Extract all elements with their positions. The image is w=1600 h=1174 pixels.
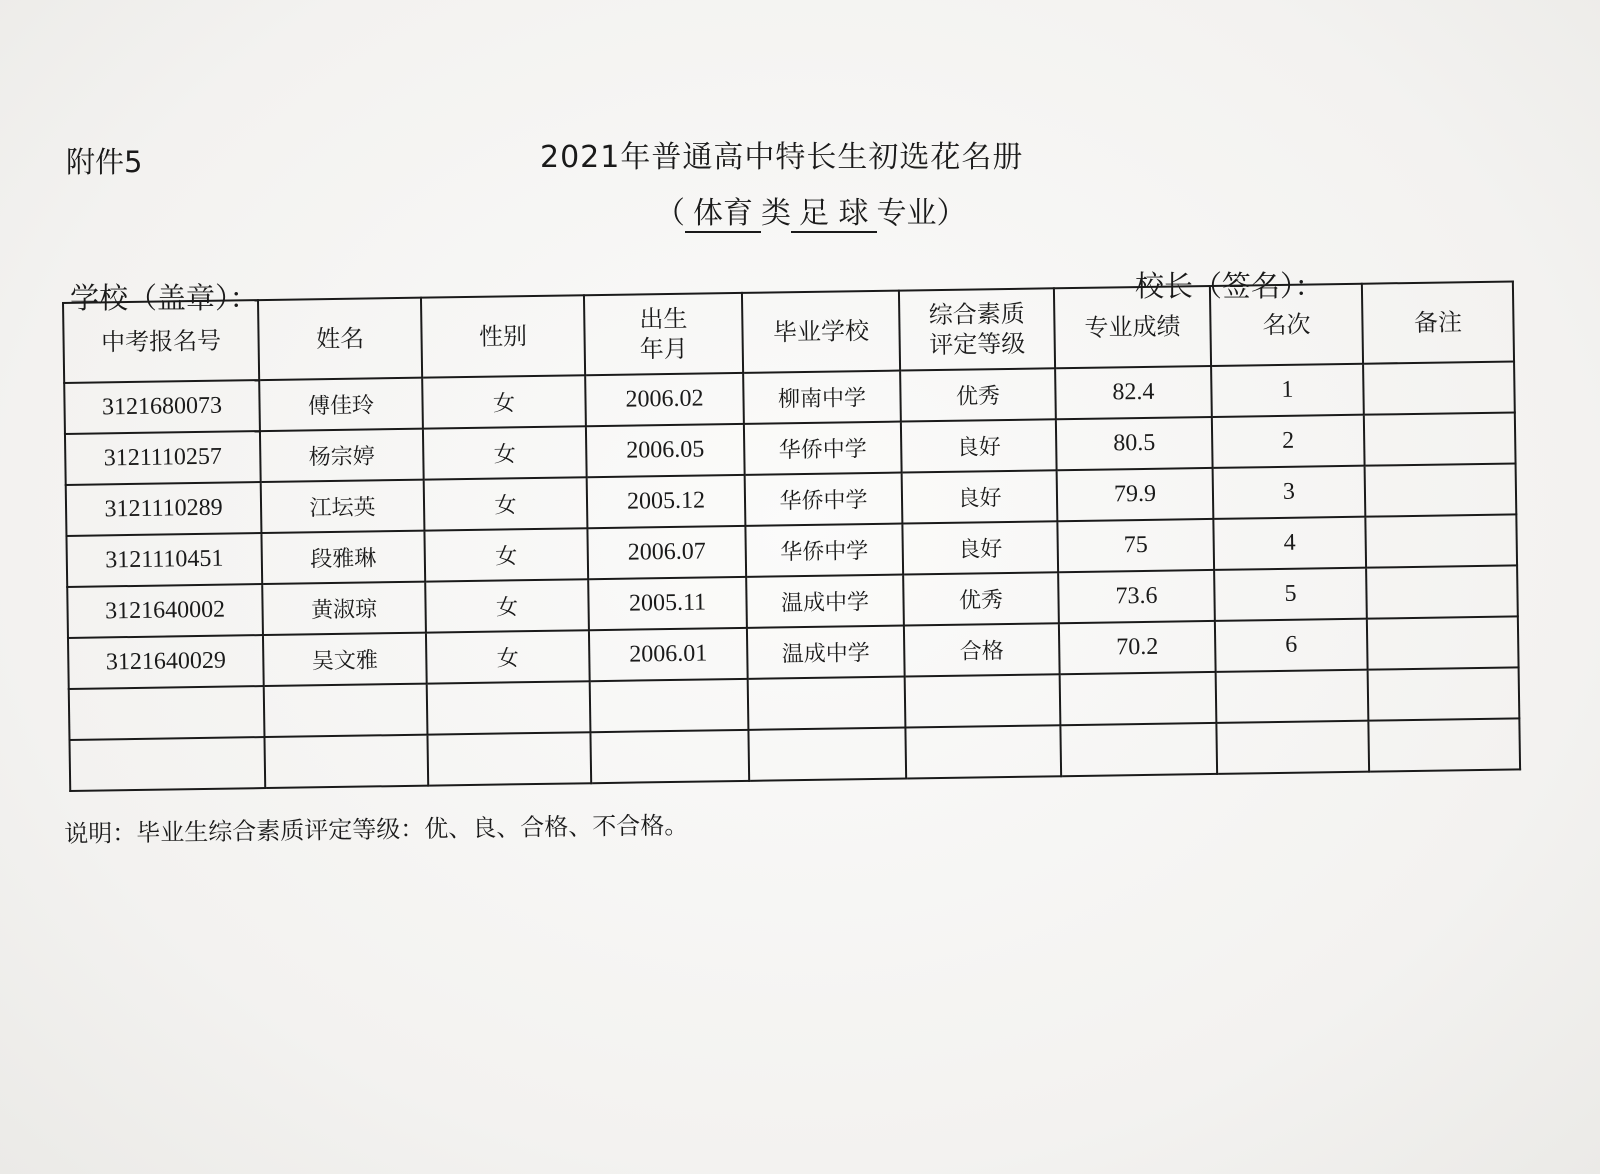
cell-score: 70.2: [1059, 621, 1216, 674]
header-cell-remark: 备注: [1362, 281, 1514, 363]
cell-school: 温成中学: [746, 575, 904, 628]
principal-signature-label: 校长（签名）：: [1135, 269, 1324, 303]
cell-name: 傅佳玲: [259, 378, 423, 431]
subtitle-major-suffix: 专业: [876, 196, 937, 231]
cell-school: [748, 677, 906, 730]
cell-school: 华侨中学: [744, 422, 902, 475]
cell-birth: 2006.02: [585, 373, 744, 426]
header-cell-rank: 名次: [1210, 284, 1363, 366]
cell-remark: [1366, 565, 1518, 618]
cell-name: 杨宗婷: [260, 429, 424, 482]
cell-exam-id: [69, 737, 265, 791]
cell-quality-grade: 合格: [904, 623, 1060, 676]
cell-quality-grade: 良好: [901, 419, 1057, 472]
cell-quality-grade: 优秀: [900, 368, 1056, 421]
cell-score: [1060, 723, 1217, 776]
cell-score: 75: [1057, 519, 1214, 572]
attachment-label: 附件5: [66, 145, 143, 179]
subtitle-major: 足 球: [791, 197, 877, 233]
header-cell-quality-grade: 综合素质 评定等级: [899, 288, 1055, 370]
cell-exam-id: 3121680073: [64, 380, 260, 434]
grading-note: 说明：毕业生综合素质评定等级：优、良、合格、不合格。: [64, 811, 689, 848]
cell-name: 段雅琳: [261, 531, 425, 584]
subtitle-open-paren: （: [655, 196, 685, 231]
cell-quality-grade: 优秀: [903, 572, 1059, 625]
cell-gender: 女: [423, 426, 587, 479]
cell-birth: 2005.12: [587, 475, 746, 528]
cell-rank: [1216, 670, 1369, 723]
cell-remark: [1365, 514, 1517, 567]
cell-score: 73.6: [1058, 570, 1215, 623]
cell-score: 82.4: [1055, 366, 1212, 419]
cell-rank: 4: [1213, 517, 1366, 570]
cell-remark: [1363, 361, 1515, 414]
cell-quality-grade: [905, 674, 1061, 727]
cell-remark: [1365, 463, 1517, 516]
cell-name: [264, 735, 428, 788]
header-cell-birth: 出生 年月: [584, 293, 743, 375]
subtitle-category-suffix: 类: [761, 196, 791, 231]
header-cell-score: 专业成绩: [1054, 286, 1211, 368]
cell-name: 吴文雅: [263, 633, 427, 686]
cell-remark: [1368, 667, 1520, 720]
cell-school: 柳南中学: [743, 371, 901, 424]
cell-name: 黄淑琼: [262, 582, 426, 635]
cell-gender: 女: [424, 528, 588, 581]
cell-exam-id: 3121640002: [67, 584, 263, 638]
header-cell-gender: 性别: [421, 295, 585, 377]
cell-school: [748, 728, 906, 781]
cell-name: 江坛英: [261, 480, 425, 533]
school-stamp-label: 学校（盖章）：: [70, 281, 259, 315]
cell-rank: 5: [1214, 568, 1367, 621]
cell-quality-grade: 良好: [902, 521, 1058, 574]
cell-exam-id: 3121640029: [68, 635, 264, 689]
cell-gender: [427, 681, 591, 734]
cell-score: [1060, 672, 1217, 725]
cell-gender: 女: [425, 579, 589, 632]
cell-school: 华侨中学: [745, 524, 903, 577]
cell-remark: [1367, 616, 1519, 669]
subtitle-category: 体育: [685, 197, 761, 233]
cell-birth: [590, 730, 749, 783]
cell-exam-id: 3121110289: [66, 482, 262, 536]
document-subtitle: [655, 188, 967, 233]
header-cell-school: 毕业学校: [742, 291, 900, 373]
cell-school: 温成中学: [747, 626, 905, 679]
cell-school: 华侨中学: [745, 473, 903, 526]
cell-score: 80.5: [1056, 417, 1213, 470]
cell-rank: 1: [1211, 364, 1364, 417]
cell-gender: 女: [424, 477, 588, 530]
roster-table: [62, 280, 1521, 791]
cell-birth: 2006.01: [589, 628, 748, 681]
document-title: 2021年普通高中特长生初选花名册: [540, 140, 1024, 175]
cell-gender: [427, 732, 591, 785]
cell-remark: [1368, 718, 1520, 771]
cell-birth: [590, 679, 749, 732]
cell-rank: 6: [1215, 619, 1368, 672]
cell-gender: 女: [422, 375, 586, 428]
cell-score: 79.9: [1057, 468, 1214, 521]
cell-gender: 女: [426, 630, 590, 683]
subtitle-close-paren: ）: [936, 196, 967, 231]
cell-exam-id: 3121110257: [65, 431, 261, 485]
cell-exam-id: [69, 686, 265, 740]
cell-remark: [1364, 412, 1516, 465]
cell-exam-id: 3121110451: [66, 533, 262, 587]
cell-quality-grade: 良好: [902, 470, 1058, 523]
header-cell-exam-id: 中考报名号: [63, 300, 259, 383]
cell-birth: 2005.11: [588, 577, 747, 630]
cell-rank: 2: [1212, 415, 1365, 468]
cell-quality-grade: [905, 725, 1061, 778]
cell-birth: 2006.07: [587, 526, 746, 579]
cell-rank: [1216, 721, 1369, 774]
cell-birth: 2006.05: [586, 424, 745, 477]
header-cell-name: 姓名: [258, 298, 422, 380]
cell-name: [264, 684, 428, 737]
cell-rank: 3: [1213, 466, 1366, 519]
roster-table-container: [62, 280, 1519, 791]
